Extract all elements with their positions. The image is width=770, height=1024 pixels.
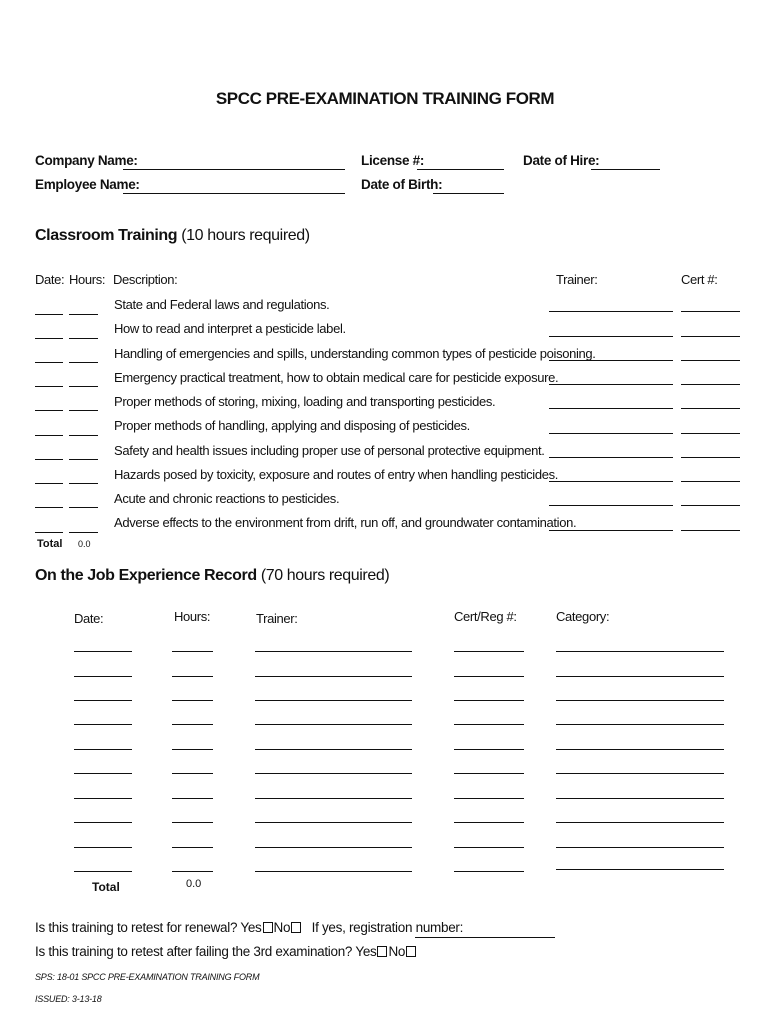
ojt-hours-field[interactable] — [172, 773, 213, 774]
row-trainer-field[interactable] — [549, 408, 673, 409]
ojt-trainer-field[interactable] — [255, 773, 412, 774]
classroom-heading: Classroom Training — [35, 227, 178, 244]
employee-name-field[interactable] — [123, 193, 345, 194]
classroom-hours-note: (10 hours required) — [181, 227, 310, 244]
ojt-category-field[interactable] — [556, 847, 724, 848]
row-date-field[interactable] — [35, 459, 63, 460]
classroom-col-date: Date: — [35, 272, 65, 287]
ojt-col-category: Category: — [556, 609, 610, 624]
ojt-date-field[interactable] — [74, 700, 132, 701]
ojt-category-field[interactable] — [556, 749, 724, 750]
ojt-trainer-field[interactable] — [255, 749, 412, 750]
row-hours-field[interactable] — [69, 483, 98, 484]
topic-label: Hazards posed by toxicity, exposure and routes of entry when handling pesticides. — [114, 467, 559, 482]
registration-number-field[interactable] — [415, 937, 555, 938]
ojt-date-field[interactable] — [74, 749, 132, 750]
ojt-trainer-field[interactable] — [255, 700, 412, 701]
ojt-hours-field[interactable] — [172, 871, 213, 872]
row-hours-field[interactable] — [69, 507, 98, 508]
ojt-trainer-field[interactable] — [255, 651, 412, 652]
company-name-label: Company Name: — [35, 153, 138, 168]
date-of-hire-field[interactable] — [591, 169, 660, 170]
registration-number-label: If yes, registration number: — [311, 920, 464, 935]
ojt-category-field[interactable] — [556, 676, 724, 677]
topic-label: Emergency practical treatment, how to obtain medical care for pesticide exposure. — [114, 370, 559, 385]
row-trainer-field[interactable] — [549, 384, 673, 385]
renewal-yes-label: Yes — [240, 920, 262, 935]
classroom-total-label: Total — [37, 538, 63, 550]
row-date-field[interactable] — [35, 507, 63, 508]
ojt-hours-field[interactable] — [172, 700, 213, 701]
classroom-total-value: 0.0 — [78, 539, 91, 549]
topic-label: How to read and interpret a pesticide label. — [114, 321, 346, 336]
renewal-yes-checkbox[interactable] — [263, 922, 273, 933]
row-date-field[interactable] — [35, 435, 63, 436]
row-trainer-field[interactable] — [549, 481, 673, 482]
ojt-date-field[interactable] — [74, 847, 132, 848]
renewal-question — [35, 920, 463, 935]
ojt-col-trainer: Trainer: — [256, 611, 298, 626]
classroom-col-hours: Hours: — [69, 272, 106, 287]
row-date-field[interactable] — [35, 314, 63, 315]
ojt-cert-field[interactable] — [454, 676, 524, 677]
ojt-section-heading — [35, 567, 389, 585]
row-hours-field[interactable] — [69, 386, 98, 387]
failed-yes-label: Yes — [355, 944, 377, 959]
row-trainer-field[interactable] — [549, 311, 673, 312]
ojt-hours-field[interactable] — [172, 749, 213, 750]
topic-label: Safety and health issues including proper use of personal protective equipment. — [114, 443, 545, 458]
ojt-category-field[interactable] — [556, 651, 724, 652]
ojt-cert-field[interactable] — [454, 724, 524, 725]
ojt-hours-field[interactable] — [172, 847, 213, 848]
ojt-trainer-field[interactable] — [255, 871, 412, 872]
topic-label: Handling of emergencies and spills, understanding common types of pesticide poisoning. — [114, 346, 596, 361]
ojt-date-field[interactable] — [74, 651, 132, 652]
ojt-cert-field[interactable] — [454, 798, 524, 799]
row-trainer-field[interactable] — [549, 433, 673, 434]
ojt-category-field[interactable] — [556, 700, 724, 701]
failed-exam-question-text: Is this training to retest after failing the 3rd examination? — [35, 944, 353, 959]
row-trainer-field[interactable] — [549, 457, 673, 458]
ojt-cert-field[interactable] — [454, 871, 524, 872]
row-trainer-field[interactable] — [549, 530, 673, 531]
ojt-cert-field[interactable] — [454, 847, 524, 848]
failed-no-checkbox[interactable] — [406, 946, 416, 957]
row-trainer-field[interactable] — [549, 336, 673, 337]
footer-form-id: SPS: 18-01 SPCC PRE-EXAMINATION TRAINING FORM — [35, 972, 260, 982]
row-date-field[interactable] — [35, 386, 63, 387]
topic-label: State and Federal laws and regulations. — [114, 297, 330, 312]
ojt-date-field[interactable] — [74, 773, 132, 774]
row-hours-field[interactable] — [69, 459, 98, 460]
ojt-cert-field[interactable] — [454, 749, 524, 750]
ojt-category-field[interactable] — [556, 822, 724, 823]
topic-label: Proper methods of storing, mixing, loading and transporting pesticides. — [114, 394, 496, 409]
row-date-field[interactable] — [35, 338, 63, 339]
ojt-hours-field[interactable] — [172, 822, 213, 823]
ojt-category-field[interactable] — [556, 798, 724, 799]
company-name-field[interactable] — [123, 169, 345, 170]
row-trainer-field[interactable] — [549, 360, 673, 361]
row-cert-field[interactable] — [681, 408, 740, 409]
classroom-col-trainer: Trainer: — [556, 272, 598, 287]
license-label: License #: — [361, 153, 425, 168]
footer-issued-date: ISSUED: 3-13-18 — [35, 994, 102, 1004]
ojt-trainer-field[interactable] — [255, 847, 412, 848]
row-hours-field[interactable] — [69, 532, 98, 533]
ojt-cert-field[interactable] — [454, 651, 524, 652]
topic-label: Proper methods of handling, applying and disposing of pesticides. — [114, 418, 470, 433]
ojt-hours-field[interactable] — [172, 676, 213, 677]
date-of-birth-label: Date of Birth: — [361, 177, 443, 192]
ojt-date-field[interactable] — [74, 676, 132, 677]
employee-name-label: Employee Name: — [35, 177, 140, 192]
ojt-hours-note: (70 hours required) — [260, 567, 390, 584]
ojt-date-field[interactable] — [74, 798, 132, 799]
ojt-date-field[interactable] — [74, 724, 132, 725]
ojt-date-field[interactable] — [74, 822, 132, 823]
ojt-hours-field[interactable] — [172, 724, 213, 725]
ojt-col-date: Date: — [74, 611, 104, 626]
row-date-field[interactable] — [35, 362, 63, 363]
row-date-field[interactable] — [35, 483, 63, 484]
ojt-col-hours: Hours: — [174, 609, 211, 624]
ojt-total-label: Total — [92, 880, 120, 894]
row-date-field[interactable] — [35, 532, 63, 533]
row-cert-field[interactable] — [681, 481, 740, 482]
failed-exam-question — [35, 944, 417, 959]
row-hours-field[interactable] — [69, 314, 98, 315]
ojt-trainer-field[interactable] — [255, 724, 412, 725]
renewal-question-text: Is this training to retest for renewal? — [35, 920, 238, 935]
row-cert-field[interactable] — [681, 384, 740, 385]
row-cert-field[interactable] — [681, 433, 740, 434]
row-hours-field[interactable] — [69, 338, 98, 339]
row-trainer-field[interactable] — [549, 505, 673, 506]
ojt-heading: On the Job Experience Record — [35, 567, 257, 584]
form-title: SPCC PRE-EXAMINATION TRAINING FORM — [215, 89, 555, 108]
row-cert-field[interactable] — [681, 336, 740, 337]
renewal-no-checkbox[interactable] — [291, 922, 301, 933]
ojt-cert-field[interactable] — [454, 700, 524, 701]
date-of-birth-field[interactable] — [433, 193, 504, 194]
classroom-section-heading — [35, 227, 310, 245]
ojt-trainer-field[interactable] — [255, 676, 412, 677]
date-of-hire-label: Date of Hire: — [523, 153, 600, 168]
ojt-cert-field[interactable] — [454, 773, 524, 774]
ojt-col-cert: Cert/Reg #: — [454, 609, 517, 624]
ojt-date-field[interactable] — [74, 871, 132, 872]
ojt-category-field[interactable] — [556, 773, 724, 774]
row-hours-field[interactable] — [69, 410, 98, 411]
renewal-no-label: No — [273, 920, 291, 935]
topic-label: Adverse effects to the environment from drift, run off, and groundwater contamination. — [114, 515, 577, 530]
row-cert-field[interactable] — [681, 360, 740, 361]
ojt-trainer-field[interactable] — [255, 798, 412, 799]
ojt-hours-field[interactable] — [172, 798, 213, 799]
row-date-field[interactable] — [35, 410, 63, 411]
topic-label: Acute and chronic reactions to pesticides. — [114, 491, 340, 506]
ojt-hours-field[interactable] — [172, 651, 213, 652]
ojt-trainer-field[interactable] — [255, 822, 412, 823]
failed-yes-checkbox[interactable] — [377, 946, 387, 957]
classroom-col-description: Description: — [113, 272, 178, 287]
ojt-cert-field[interactable] — [454, 822, 524, 823]
row-cert-field[interactable] — [681, 530, 740, 531]
row-cert-field[interactable] — [681, 457, 740, 458]
row-hours-field[interactable] — [69, 362, 98, 363]
failed-no-label: No — [388, 944, 406, 959]
row-cert-field[interactable] — [681, 505, 740, 506]
ojt-total-value: 0.0 — [186, 878, 202, 890]
license-field[interactable] — [417, 169, 504, 170]
classroom-col-cert: Cert #: — [681, 272, 718, 287]
ojt-category-field[interactable] — [556, 724, 724, 725]
row-cert-field[interactable] — [681, 311, 740, 312]
ojt-category-field[interactable] — [556, 869, 724, 870]
row-hours-field[interactable] — [69, 435, 98, 436]
